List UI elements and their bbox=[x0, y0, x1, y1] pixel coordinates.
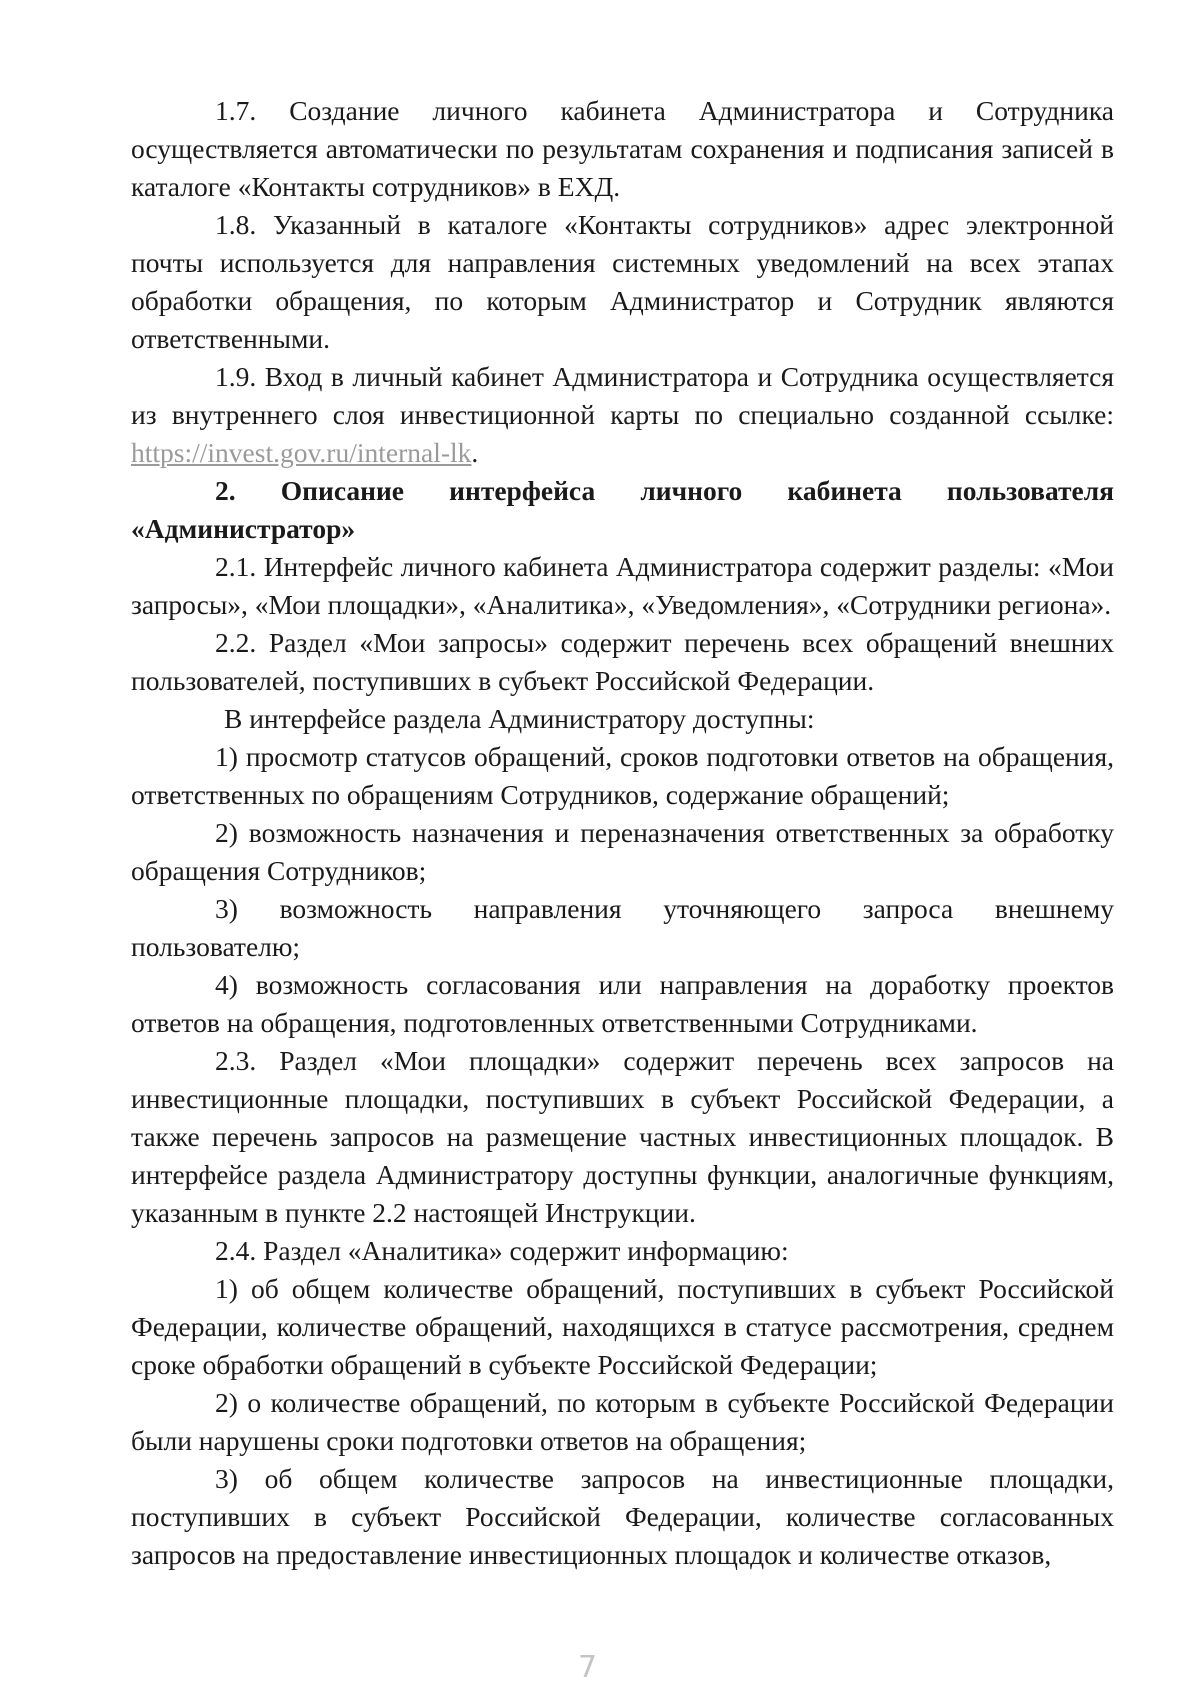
paragraph-1-9-end: . bbox=[471, 437, 479, 468]
paragraph-1-7: 1.7. Создание личного кабинета Администратора и Сотрудника осуществляется автоматически по результатам сохранения и подписания записей в каталоге «Контакты сотрудников» в ЕХД. bbox=[131, 95, 1114, 202]
list-item-2-4-2: 2) о количестве обращений, по которым в субъекте Российской Федерации были нарушены сроки подготовки ответов на обращения; bbox=[131, 1387, 1114, 1456]
list-item-2-4-1: 1) об общем количестве обращений, поступивших в субъект Российской Федерации, количестве обращений, находящихся в статусе рассмотрения, среднем сроке обработки обращений в субъекте Российской Федерации; bbox=[131, 1273, 1114, 1380]
list-item-2-2-4: 4) возможность согласования или направления на доработку проектов ответов на обращения, подготовленных ответственными Сотрудниками. bbox=[131, 969, 1114, 1038]
paragraph-2-4: 2.4. Раздел «Аналитика» содержит информацию: bbox=[215, 1235, 789, 1266]
paragraph-2-2-intro: В интерфейсе раздела Администратору доступны: bbox=[224, 703, 815, 734]
paragraph-2-1: 2.1. Интерфейс личного кабинета Администратора содержит разделы: «Мои запросы», «Мои площадки», «Аналитика», «Уведомления», «Сотрудники региона». bbox=[131, 551, 1114, 620]
paragraph-2-3: 2.3. Раздел «Мои площадки» содержит перечень всех запросов на инвестиционные площадки, поступивших в субъект Российской Федерации, а также перечень запросов на размещение частных инвестиционных площадок. В интерфейсе раздела Администратору доступны функции, аналогичные функциям, указанным в пункте 2.2 настоящей Инструкции. bbox=[131, 1045, 1114, 1228]
document-body bbox=[131, 92, 1114, 1574]
paragraph-1-9 bbox=[131, 358, 1114, 472]
list-item-2-2-2: 2) возможность назначения и переназначения ответственных за обработку обращения Сотрудников; bbox=[131, 817, 1114, 886]
section-2-heading: 2. Описание интерфейса личного кабинета пользователя «Администратор» bbox=[131, 475, 1114, 544]
internal-lk-link[interactable]: https://invest.gov.ru/internal-lk bbox=[131, 437, 472, 468]
page-number: 7 bbox=[578, 1650, 598, 1685]
paragraph-2-2: 2.2. Раздел «Мои запросы» содержит перечень всех обращений внешних пользователей, поступивших в субъект Российской Федерации. bbox=[131, 627, 1114, 696]
list-item-2-2-3: 3) возможность направления уточняющего запроса внешнему пользователю; bbox=[131, 893, 1114, 962]
paragraph-1-9-text: 1.9. Вход в личный кабинет Администратора и Сотрудника осуществляется из внутреннего слоя инвестиционной карты по специально созданной ссылке: bbox=[131, 361, 1114, 430]
list-item-2-4-3: 3) об общем количестве запросов на инвестиционные площадки, поступивших в субъект Российской Федерации, количестве согласованных запросов на предоставление инвестиционных площадок и количестве отказов, bbox=[131, 1463, 1114, 1570]
paragraph-1-8: 1.8. Указанный в каталоге «Контакты сотрудников» адрес электронной почты используется для направления системных уведомлений на всех этапах обработки обращения, по которым Администратор и Сотрудник являются ответственными. bbox=[131, 209, 1114, 354]
list-item-2-2-1: 1) просмотр статусов обращений, сроков подготовки ответов на обращения, ответственных по обращениям Сотрудников, содержание обращений; bbox=[131, 741, 1114, 810]
